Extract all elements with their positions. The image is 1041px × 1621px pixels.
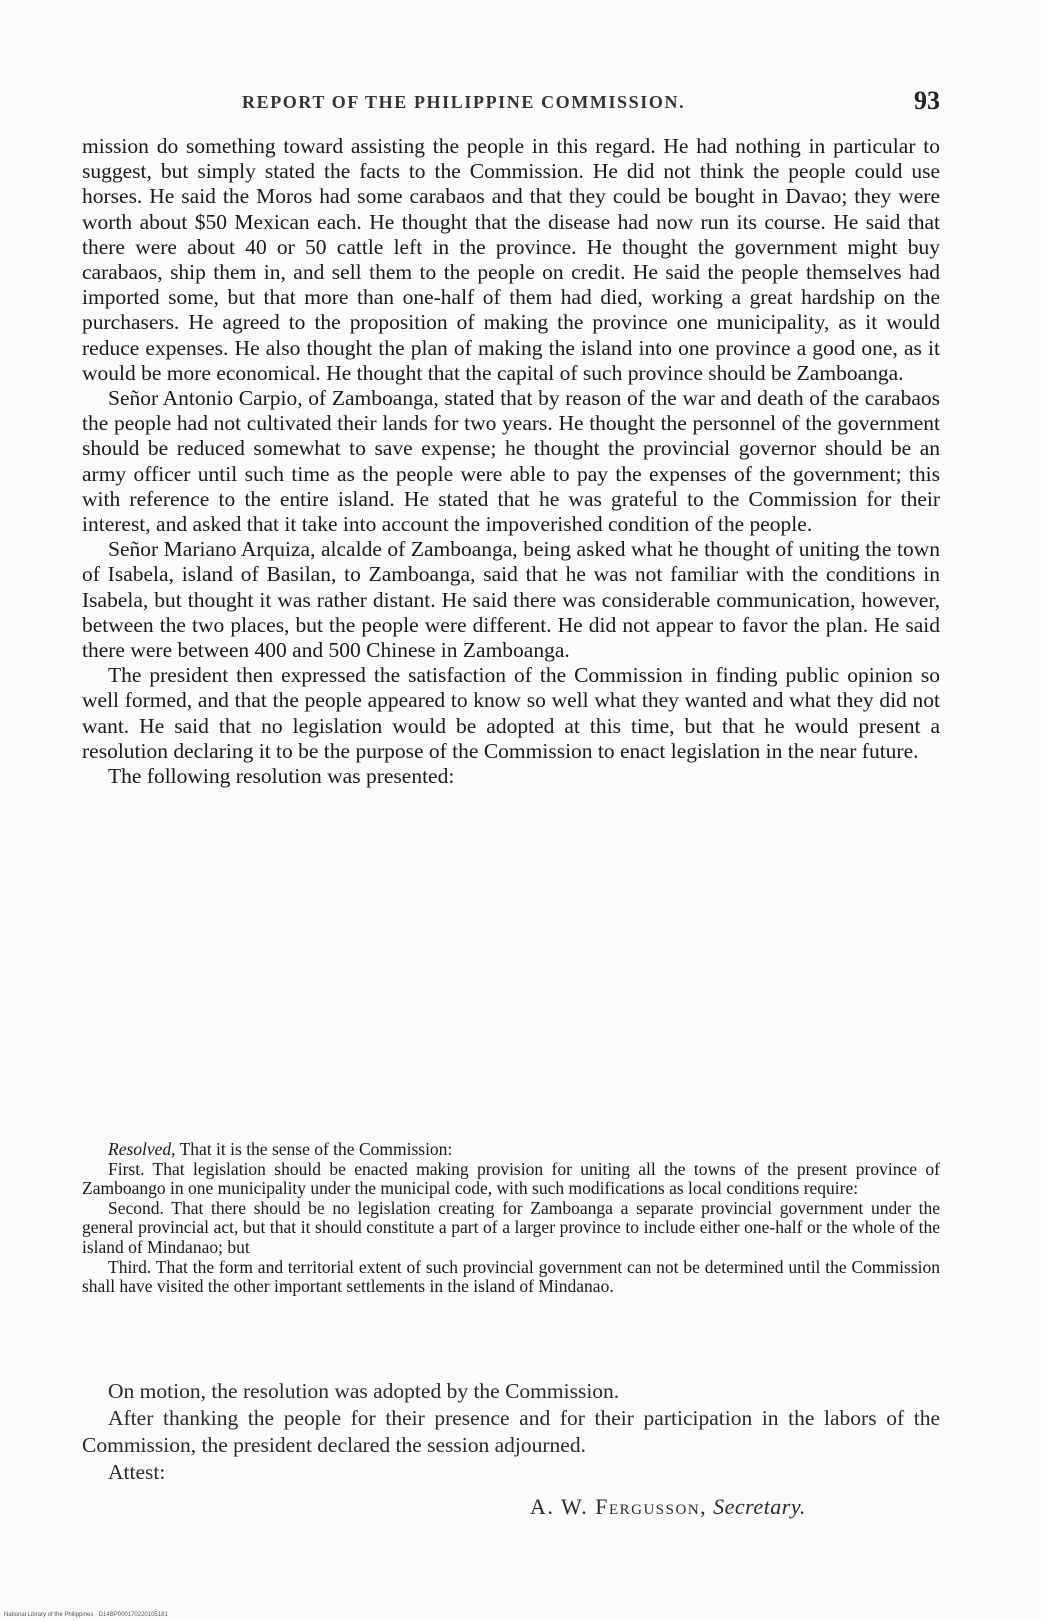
paragraph-continued: mission do something toward assisting the people in this regard. He had nothing in particular to suggest, but simply stated the facts to the Commission. He did not think the people could use horses. He said the Moros had some carabaos and that they could be bought in Davao; they were worth about $50 Mexican each. He thought that the disease had now run its course. He said that there were about 40 or 50 cattle left in the province. He thought the government might buy carabaos, ship them in, and sell them to the people on credit. He said the people themselves had imported some, but that more than one-half of them had died, working a great hardship on the purchasers. He agreed to the proposition of making the province one municipality, as it would reduce expenses. He also thought the plan of making the island into one province a good one, as it would be more economical. He thought that the capital of such province should be Zamboanga. — [82, 134, 940, 385]
paragraph-adjourned: After thanking the people for their presence and for their participation in the labors of the Commission, the president declared the session adjourned. — [82, 1406, 940, 1457]
attest-line: Attest: — [108, 1460, 166, 1484]
signature-name: A. W. Fergusson, — [530, 1494, 708, 1519]
running-title: REPORT OF THE PHILIPPINE COMMISSION. — [242, 92, 686, 112]
running-head — [82, 88, 940, 118]
resolution-third: Third. That the form and territorial extent of such provincial government can not be determined until the Commission shall have visited the other important settlements in the island of Mindanao. — [82, 1256, 940, 1297]
body-text — [82, 134, 940, 789]
page-number: 93 — [914, 86, 940, 115]
signature — [530, 1494, 806, 1520]
resolution-block — [82, 1140, 940, 1297]
scan-footer: National Library of the Philippines · D14BP000170220105181 — [4, 1612, 168, 1618]
paragraph-resolution-intro: The following resolution was presented: — [108, 764, 455, 789]
resolved-text: That it is the sense of the Commission: — [175, 1139, 453, 1159]
paragraph-adopted: On motion, the resolution was adopted by the Commission. — [108, 1379, 620, 1403]
closing-text — [82, 1378, 940, 1486]
paragraph-arquiza: Señor Mariano Arquiza, alcalde of Zamboanga, being asked what he thought of uniting the town of Isabela, island of Basilan, to Zamboanga, said that he was not familiar with the conditions in Isabela, but thought it was rather distant. He said there was considerable communication, however, between the two places, but the people were different. He did not appear to favor the plan. He said there were between 400 and 500 Chinese in Zamboanga. — [82, 537, 940, 663]
resolution-second: Second. That there should be no legislation creating for Zamboanga a separate provincial government under the general provincial act, but that it should constitute a part of a larger province to include either one-half or the whole of the island of Mindanao; but — [82, 1197, 940, 1257]
resolved-word: Resolved, — [108, 1139, 176, 1159]
signature-title: Secretary. — [713, 1494, 806, 1519]
resolution-preamble — [82, 1140, 940, 1160]
paragraph-carpio: Señor Antonio Carpio, of Zamboanga, stated that by reason of the war and death of the carabaos the people had not cultivated their lands for two years. He thought the personnel of the government should be reduced somewhat to save expense; he thought the provincial governor should be an army officer until such time as the people were able to pay the expenses of the government; this with reference to the entire island. He stated that he was grateful to the Commission for their interest, and asked that it take into account the impoverished condition of the people. — [82, 386, 940, 537]
resolution-first: First. That legislation should be enacted making provision for uniting all the towns of the present province of Zamboango in one municipality under the municipal code, with such modifications as local conditions require: — [82, 1158, 940, 1199]
paragraph-president: The president then expressed the satisfaction of the Commission in finding public opinion so well formed, and that the people appeared to know so well what they wanted and what they did not want. He said that no legislation would be adopted at this time, but that he would present a resolution declaring it to be the purpose of the Commission to enact legislation in the near future. — [82, 663, 940, 763]
